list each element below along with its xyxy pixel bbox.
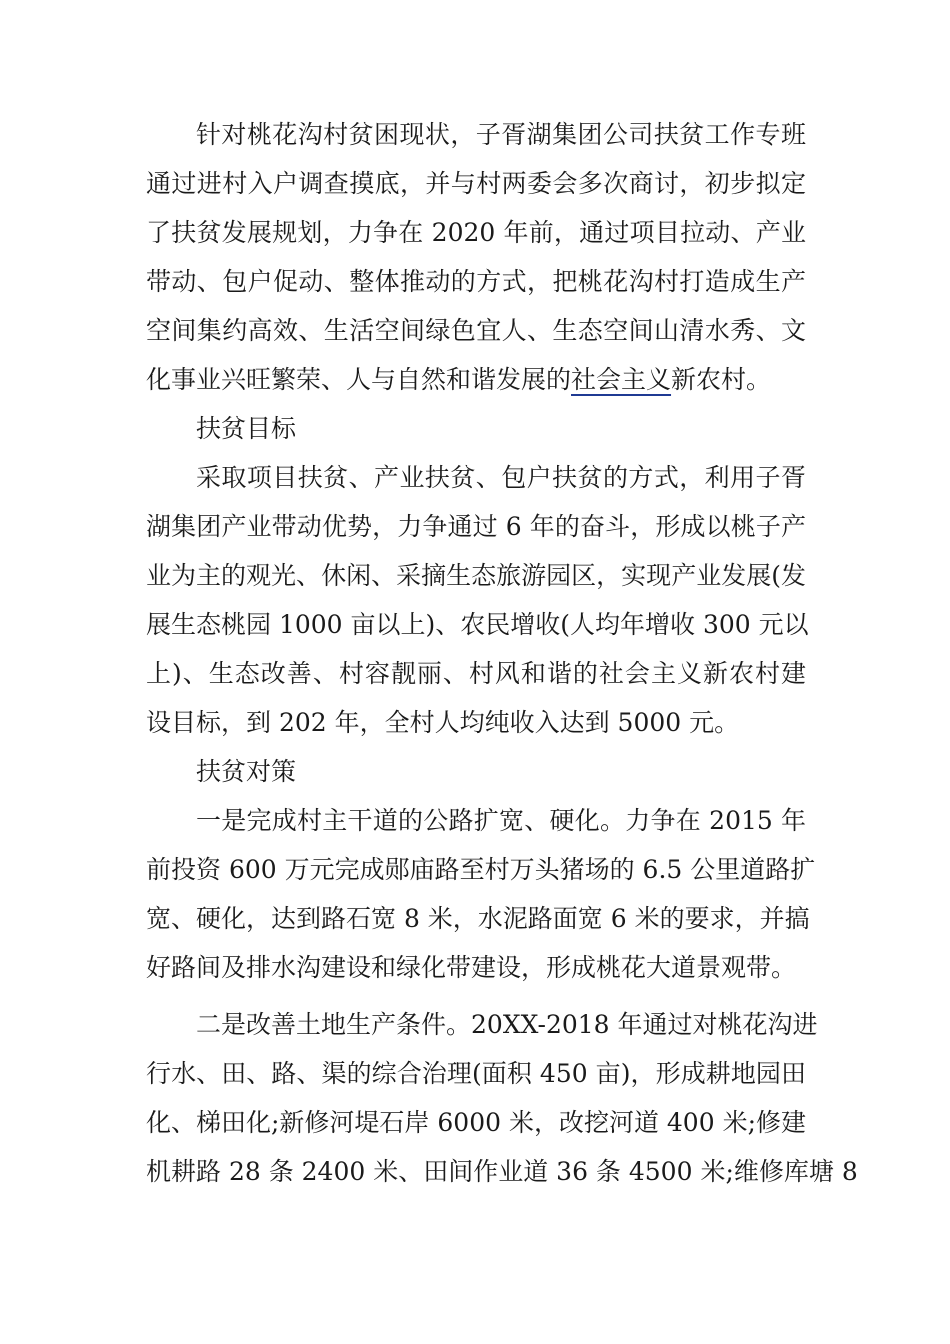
paragraph-line: 一是完成村主干道的公路扩宽、硬化。力争在 2015 年 (196, 806, 806, 835)
paragraph-1 (146, 110, 806, 404)
paragraph-line: 好路间及排水沟建设和绿化带建设，形成桃花大道景观带。 (146, 953, 797, 982)
paragraph-4 (146, 1000, 858, 1196)
paragraph-line: 宽、硬化，达到路石宽 8 米，水泥路面宽 6 米的要求，并搞 (146, 904, 810, 933)
paragraph-spacer (146, 992, 806, 1000)
paragraph-text: 新农村。 (671, 365, 772, 394)
document-body (146, 110, 858, 1196)
paragraph-line: 通过进村入户调查摸底，并与村两委会多次商讨，初步拟定 (146, 169, 806, 198)
paragraph-text: 化事业兴旺繁荣、人与自然和谐发展的 (146, 365, 572, 394)
paragraph-line: 空间集约高效、生活空间绿色宜人、生态空间山清水秀、文 (146, 316, 806, 345)
section-heading-strategy: 扶贫对策 (196, 757, 297, 786)
paragraph-line: 业为主的观光、休闲、采摘生态旅游园区，实现产业发展(发 (146, 561, 806, 590)
paragraph-line: 采取项目扶贫、产业扶贫、包户扶贫的方式，利用子胥 (196, 463, 806, 492)
paragraph-line: 上)、生态改善、村容靓丽、村风和谐的社会主义新农村建 (146, 659, 806, 688)
paragraph-line: 化、梯田化;新修河堤石岸 6000 米，改挖河道 400 米;修建 (146, 1108, 806, 1137)
paragraph-line: 行水、田、路、渠的综合治理(面积 450 亩)，形成耕地园田 (146, 1059, 806, 1088)
underlined-link[interactable]: 社会主义 (571, 365, 672, 394)
paragraph-line: 带动、包户促动、整体推动的方式，把桃花沟村打造成生产 (146, 267, 806, 296)
paragraph-line: 机耕路 28 条 2400 米、田间作业道 36 条 4500 米;维修库塘 8 (146, 1157, 858, 1186)
paragraph-3 (146, 796, 816, 992)
paragraph-line: 展生态桃园 1000 亩以上)、农民增收(人均年增收 300 元以 (146, 610, 809, 639)
paragraph-line: 设目标，到 202 年，全村人均纯收入达到 5000 元。 (146, 708, 740, 737)
paragraph-last-line (146, 355, 806, 404)
paragraph-line: 针对桃花沟村贫困现状，子胥湖集团公司扶贫工作专班 (196, 120, 806, 149)
paragraph-line: 二是改善土地生产条件。20XX-2018 年通过对桃花沟进 (196, 1010, 818, 1039)
section-heading-goal: 扶贫目标 (196, 414, 297, 443)
paragraph-line: 了扶贫发展规划，力争在 2020 年前，通过项目拉动、产业 (146, 218, 806, 247)
paragraph-line: 前投资 600 万元完成郧庙路至村万头猪场的 6.5 公里道路扩 (146, 855, 816, 884)
paragraph-2 (146, 453, 809, 747)
paragraph-line: 湖集团产业带动优势，力争通过 6 年的奋斗，形成以桃子产 (146, 512, 806, 541)
